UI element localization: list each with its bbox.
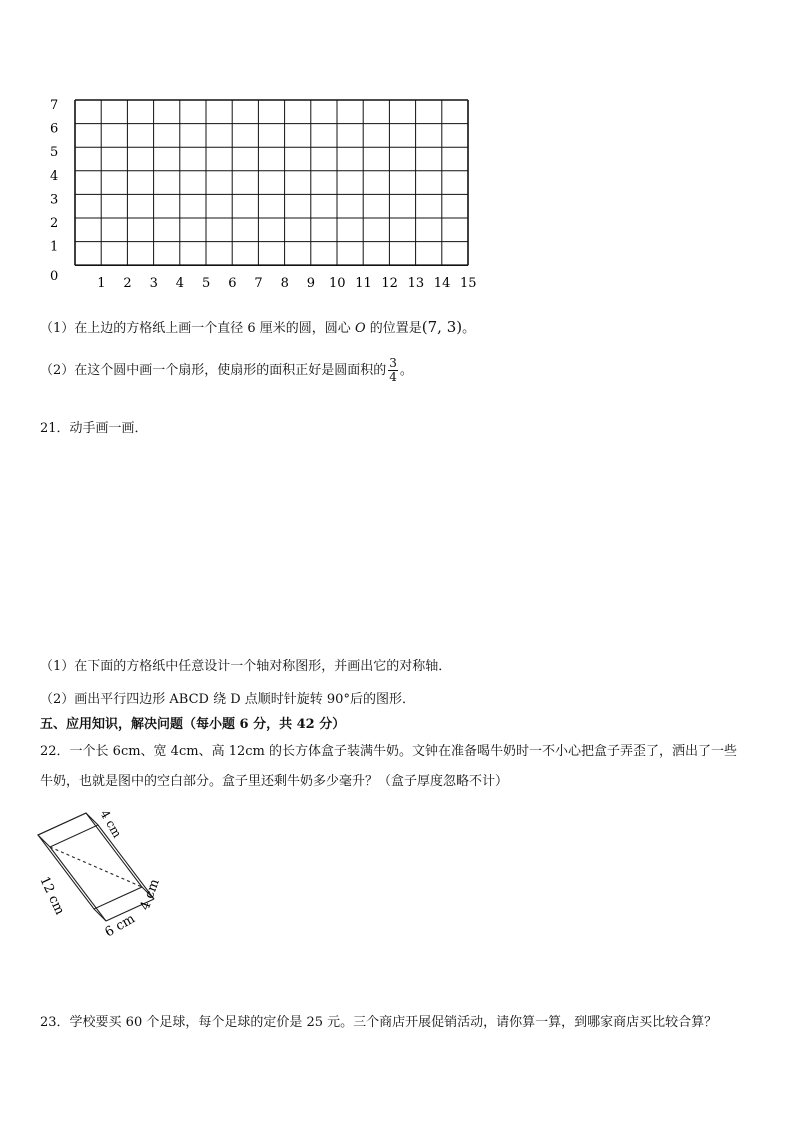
- q23-line1: 23．学校要买 60 个足球，每个足球的定价是 25 元。三个商店开展促销活动，请你算一算，到哪家商店买比较合算？: [40, 1015, 718, 1030]
- y-axis-tick-label: 4: [50, 168, 59, 184]
- y-axis-tick-label: 1: [50, 239, 59, 255]
- q20-part1-end: 。: [462, 321, 476, 336]
- x-axis-tick-label: 14: [433, 276, 451, 292]
- q20-part2: [40, 357, 413, 384]
- x-axis-tick-label: 1: [97, 276, 106, 292]
- y-axis-tick-label: 7: [50, 98, 59, 113]
- q20-center-variable: O: [354, 321, 366, 336]
- q20-part1-prefix: （1）在上边的方格纸上画一个直径 6 厘米的圆，圆心: [40, 321, 355, 336]
- grid-lines: [75, 100, 468, 265]
- q20-part2-end: 。: [399, 363, 413, 378]
- x-axis-tick-label: 2: [123, 276, 132, 292]
- x-axis-tick-label: 6: [228, 276, 237, 292]
- q21-part2: （2）画出平行四边形 ABCD 绕 D 点顺时针旋转 90°后的图形．: [40, 692, 415, 707]
- grid-x-labels: [97, 276, 476, 291]
- grid-y-labels: [50, 98, 58, 284]
- x-axis-tick-label: 11: [355, 276, 372, 292]
- x-axis-tick-label: 3: [149, 276, 158, 292]
- y-axis-tick-label: 6: [50, 121, 59, 137]
- section5-heading: 五、应用知识，解决问题（每小题 6 分，共 42 分）: [40, 717, 346, 732]
- q22-line1: 22．一个长 6cm、宽 4cm、高 12cm 的长方体盒子装满牛奶。文钟在准备喝牛奶时一不小心把盒子弄歪了，洒出了一些: [40, 744, 737, 759]
- x-axis-tick-label: 9: [306, 276, 316, 292]
- x-axis-tick-label: 10: [329, 276, 346, 292]
- x-axis-tick-label: 4: [175, 276, 185, 292]
- y-axis-tick-label: 5: [50, 145, 59, 161]
- label-top-4cm: 4 cm: [97, 807, 125, 841]
- milk-surface-line: [50, 847, 142, 887]
- x-axis-tick-label: 7: [254, 276, 263, 292]
- q20-part1: [40, 317, 475, 336]
- q22-line2: 牛奶，也就是图中的空白部分。盒子里还剩牛奶多少毫升？（盒子厚度忽略不计）: [40, 774, 509, 789]
- cuboid-top-face: [38, 813, 98, 847]
- q21-part1: （1）在下面的方格纸中任意设计一个轴对称图形，并画出它的对称轴．: [40, 659, 452, 674]
- fraction-three-quarters: [388, 357, 398, 384]
- q20-part1-mid: 的位置是: [365, 321, 422, 336]
- y-axis-tick-label: 0: [50, 269, 59, 285]
- label-side-12cm: 12 cm: [36, 874, 67, 918]
- x-axis-tick-label: 12: [381, 276, 398, 292]
- label-right-4cm: 4 cm: [137, 877, 163, 913]
- label-bottom-6cm: 6 cm: [102, 911, 138, 941]
- q20-part2-prefix: （2）在这个圆中画一个扇形，使扇形的面积正好是圆面积的: [40, 363, 387, 378]
- y-axis-tick-label: 2: [50, 216, 59, 231]
- q20-center-coordinate: (7, 3): [421, 318, 463, 336]
- fraction-denominator: 4: [389, 370, 397, 384]
- x-axis-tick-label: 8: [280, 276, 289, 292]
- cuboid-figure: [30, 795, 180, 945]
- x-axis-tick-label: 5: [202, 276, 211, 292]
- coordinate-grid: [40, 88, 490, 294]
- x-axis-tick-label: 15: [460, 276, 477, 292]
- x-axis-tick-label: 13: [407, 276, 425, 292]
- q21-title: 21．动手画一画．: [40, 421, 148, 436]
- fraction-numerator: 3: [389, 356, 397, 370]
- y-axis-tick-label: 3: [50, 192, 59, 208]
